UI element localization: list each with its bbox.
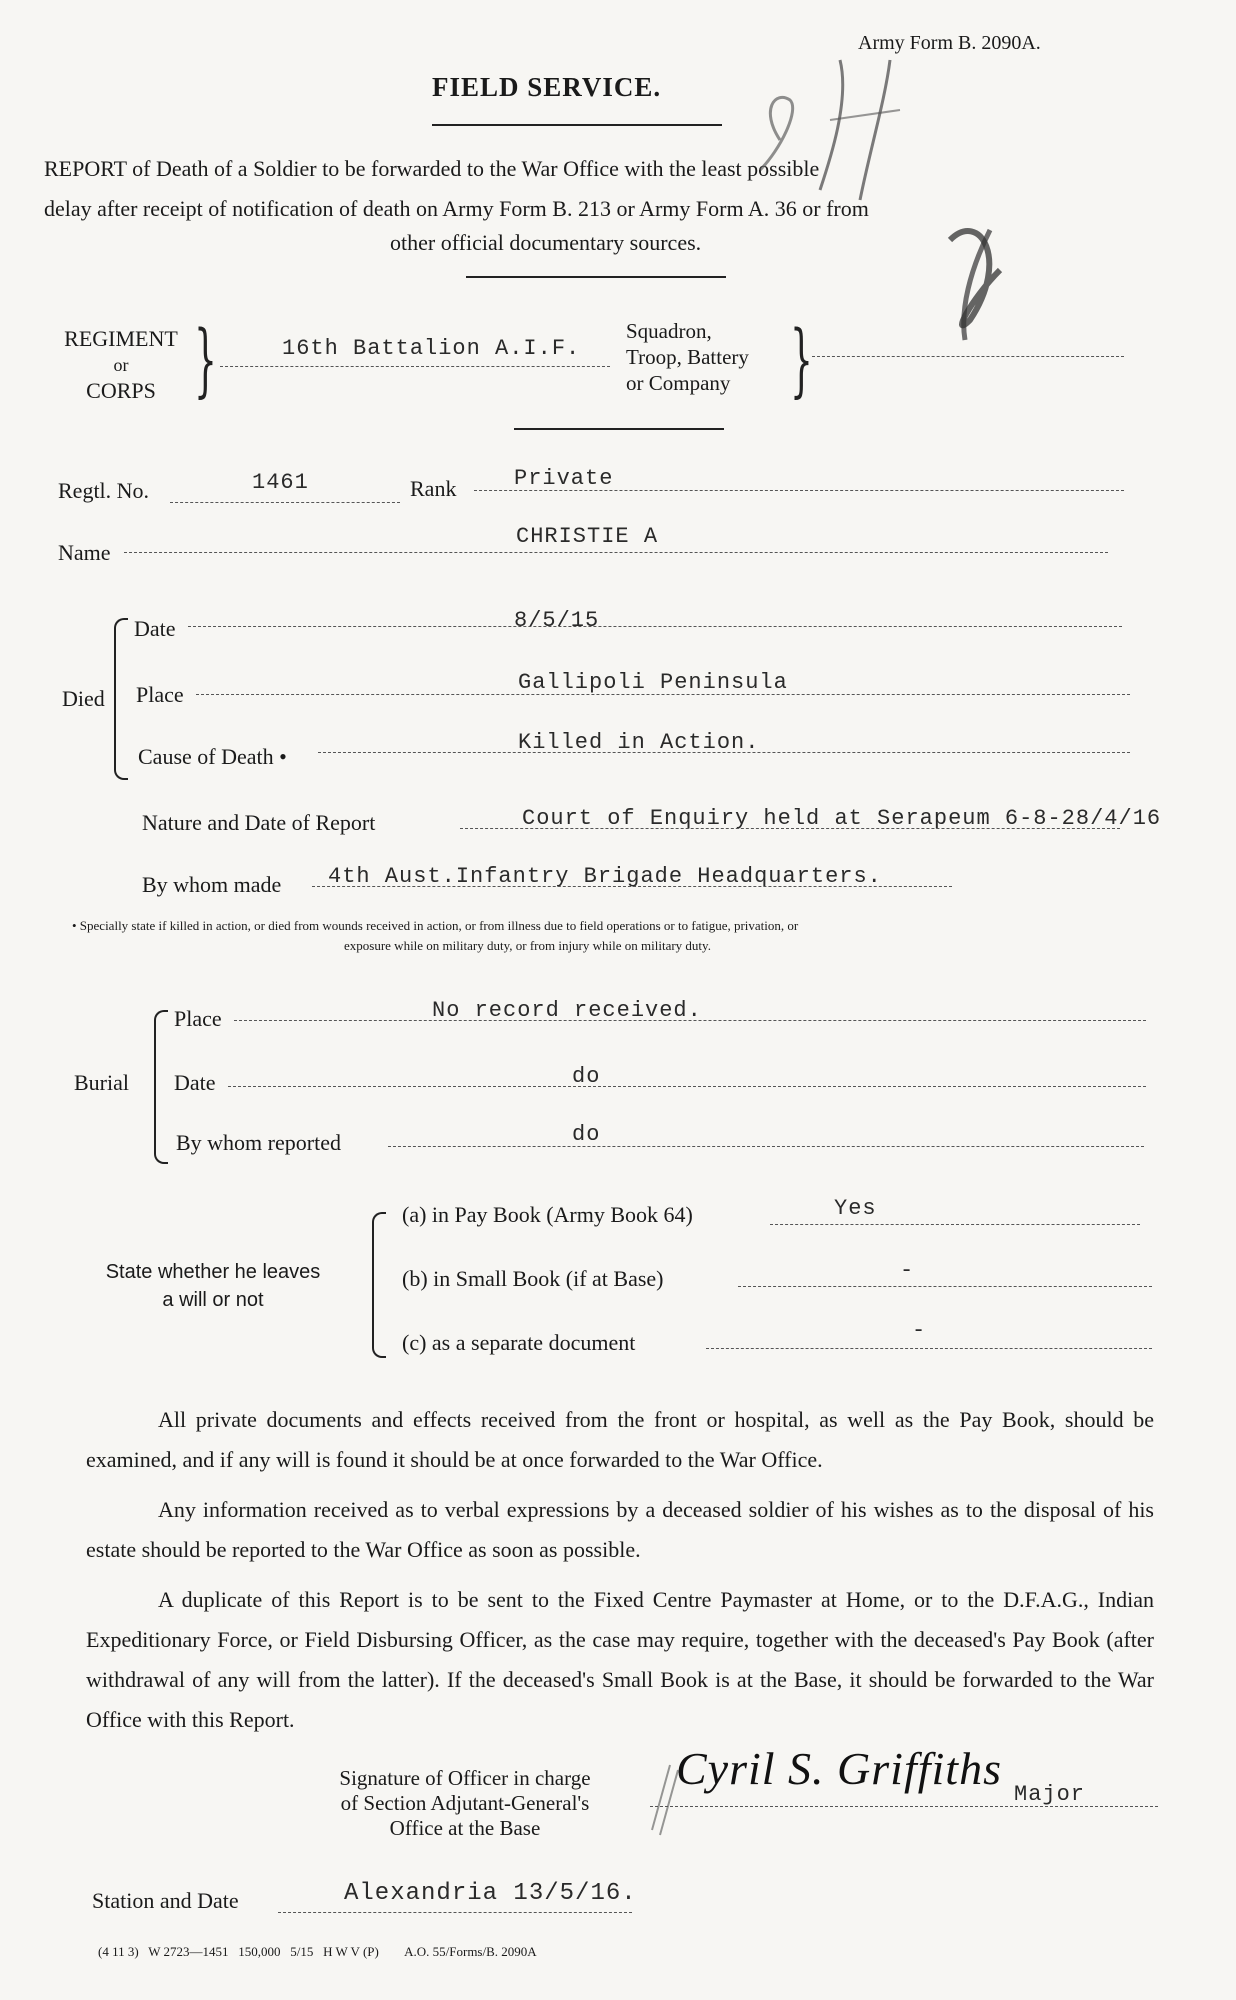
burial-label: Burial (74, 1070, 129, 1095)
subtitle-underline (466, 276, 726, 278)
by-whom-line (312, 886, 952, 887)
pencil-tick-marks (640, 1760, 680, 1840)
subtitle-line-2: delay after receipt of notification of death on Army Form B. 213 or Army Form A. 36 or from (44, 196, 869, 221)
will-a-label: (a) in Pay Book (Army Book 64) (402, 1202, 693, 1227)
nature-value: Court of Enquiry held at Serapeum 6-8-28/4/16 (522, 806, 1162, 831)
title-underline (432, 124, 722, 126)
died-date-value: 8/5/15 (514, 608, 600, 633)
burial-date-label: Date (174, 1070, 216, 1095)
will-a-line (770, 1224, 1140, 1225)
burial-by-value: do (572, 1122, 601, 1147)
regiment-value: 16th Battalion A.I.F. (282, 336, 581, 361)
signature-label-3: Office at the Base (389, 1816, 541, 1840)
officer-rank: Major (1014, 1782, 1086, 1807)
died-place-line (196, 694, 1130, 695)
burial-by-line (388, 1146, 1144, 1147)
regiment-line (220, 366, 610, 367)
will-b-label: (b) in Small Book (if at Base) (402, 1266, 664, 1291)
footnote-1: • Specially state if killed in action, or died from wounds received in action, or from illness due to field operations or to fatigue, privation, or (72, 918, 799, 933)
regiment-underline (514, 428, 724, 430)
squadron-brace: } (790, 313, 813, 406)
printer-imprint: (4 11 3) W 2723—1451 150,000 5/15 H W V (P) A.O. 55/Forms/B. 2090A (98, 1944, 537, 1959)
signature-line (650, 1806, 1158, 1807)
died-label: Died (62, 686, 105, 711)
burial-place-value: No record received. (432, 998, 702, 1023)
burial-place-label: Place (174, 1006, 222, 1031)
will-label-2: a will or not (162, 1289, 264, 1311)
regiment-label-3: CORPS (86, 378, 156, 403)
pencil-annotation-marks (720, 40, 1140, 360)
died-place-label: Place (136, 682, 184, 707)
signature-label-2: of Section Adjutant-General's (340, 1791, 590, 1815)
regiment-label (50, 326, 192, 404)
burial-bracket (154, 1010, 168, 1164)
died-date-label: Date (134, 616, 176, 641)
name-value: CHRISTIE A (516, 524, 659, 549)
regiment-label-2: or (113, 355, 129, 375)
instruction-paragraph-3: A duplicate of this Report is to be sent to the Fixed Centre Paymaster at Home, or to the D.F.A.G., Indian Expeditionary Force, or Field Disbursing Officer, as the case may require, together with the deceased's Pay Book (after withdrawal of any will from the latter). If the deceased's Small Book is at the Base, it should be forwarded to the War Office with this Report. (86, 1587, 1154, 1732)
instruction-paragraph-2: Any information received as to verbal expressions by a deceased soldier of his wishes as to the disposal of his estate should be reported to the War Office as soon as possible. (86, 1497, 1154, 1562)
squadron-label-1: Squadron, (626, 319, 712, 343)
died-date-line (188, 626, 1122, 627)
form-number: Army Form B. 2090A. (858, 32, 1041, 54)
name-label: Name (58, 540, 111, 565)
station-label: Station and Date (92, 1888, 239, 1913)
by-whom-label: By whom made (142, 872, 282, 897)
subtitle-line-1: REPORT of Death of a Soldier to be forwarded to the War Office with the least possible (44, 156, 820, 181)
will-c-label: (c) as a separate document (402, 1330, 636, 1355)
cause-label: Cause of Death • (138, 744, 287, 769)
died-place-value: Gallipoli Peninsula (518, 670, 788, 695)
officer-signature: Cyril S. Griffiths (676, 1743, 1002, 1794)
will-c-value: - (912, 1318, 927, 1343)
burial-date-line (228, 1086, 1146, 1087)
regtl-no-label: Regtl. No. (58, 478, 150, 503)
rank-value: Private (514, 466, 614, 491)
burial-date-value: do (572, 1064, 601, 1089)
burial-place-line (234, 1020, 1146, 1021)
regiment-label-1: REGIMENT (64, 326, 178, 351)
will-label-1: State whether he leaves (105, 1261, 321, 1283)
squadron-label-2: Troop, Battery (626, 345, 749, 369)
station-line (278, 1912, 632, 1913)
will-a-value: Yes (834, 1196, 877, 1221)
nature-line (460, 828, 1120, 829)
rank-label: Rank (410, 476, 457, 501)
signature-label (290, 1766, 640, 1841)
signature-label-1: Signature of Officer in charge (339, 1766, 591, 1790)
regiment-brace: } (194, 313, 217, 406)
page-title: FIELD SERVICE. (432, 72, 662, 102)
rank-line (474, 490, 1124, 491)
subtitle-line-3: other official documentary sources. (390, 230, 702, 255)
will-b-value: - (900, 1258, 915, 1283)
regtl-no-value: 1461 (252, 470, 309, 495)
footnote-2: exposure while on military duty, or from injury while on military duty. (344, 938, 711, 953)
cause-value: Killed in Action. (518, 730, 760, 755)
by-whom-value: 4th Aust.Infantry Brigade Headquarters. (328, 864, 882, 889)
will-c-line (706, 1348, 1152, 1349)
will-label (78, 1258, 348, 1314)
burial-by-label: By whom reported (176, 1130, 341, 1155)
squadron-label-3: or Company (626, 371, 731, 395)
regtl-no-line (170, 502, 400, 503)
will-b-line (738, 1286, 1152, 1287)
died-bracket (114, 618, 128, 780)
cause-line (318, 752, 1130, 753)
station-value: Alexandria 13/5/16. (344, 1880, 637, 1907)
will-bracket (372, 1212, 386, 1358)
name-line (124, 552, 1108, 553)
instruction-paragraph-1: All private documents and effects received from the front or hospital, as well as the Pay Book, should be examined, and if any will is found it should be at once forwarded to the War Office. (86, 1407, 1154, 1472)
nature-label: Nature and Date of Report (142, 810, 376, 835)
